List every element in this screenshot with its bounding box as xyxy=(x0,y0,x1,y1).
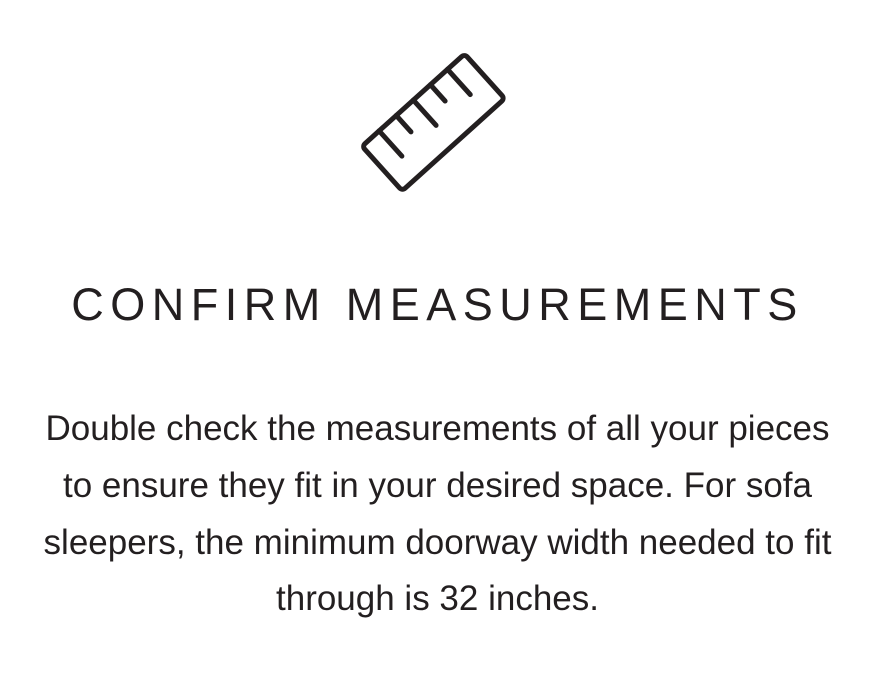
icon-container xyxy=(288,34,588,224)
body-text: Double check the measurements of all your pieces to ensure they fit in your desired space. For sofa sleepers, the minimum doorway width needed to fit through is 32 inches. xyxy=(43,409,832,619)
page-title: CONFIRM MEASUREMENTS xyxy=(71,279,804,330)
ruler-icon xyxy=(328,39,548,219)
